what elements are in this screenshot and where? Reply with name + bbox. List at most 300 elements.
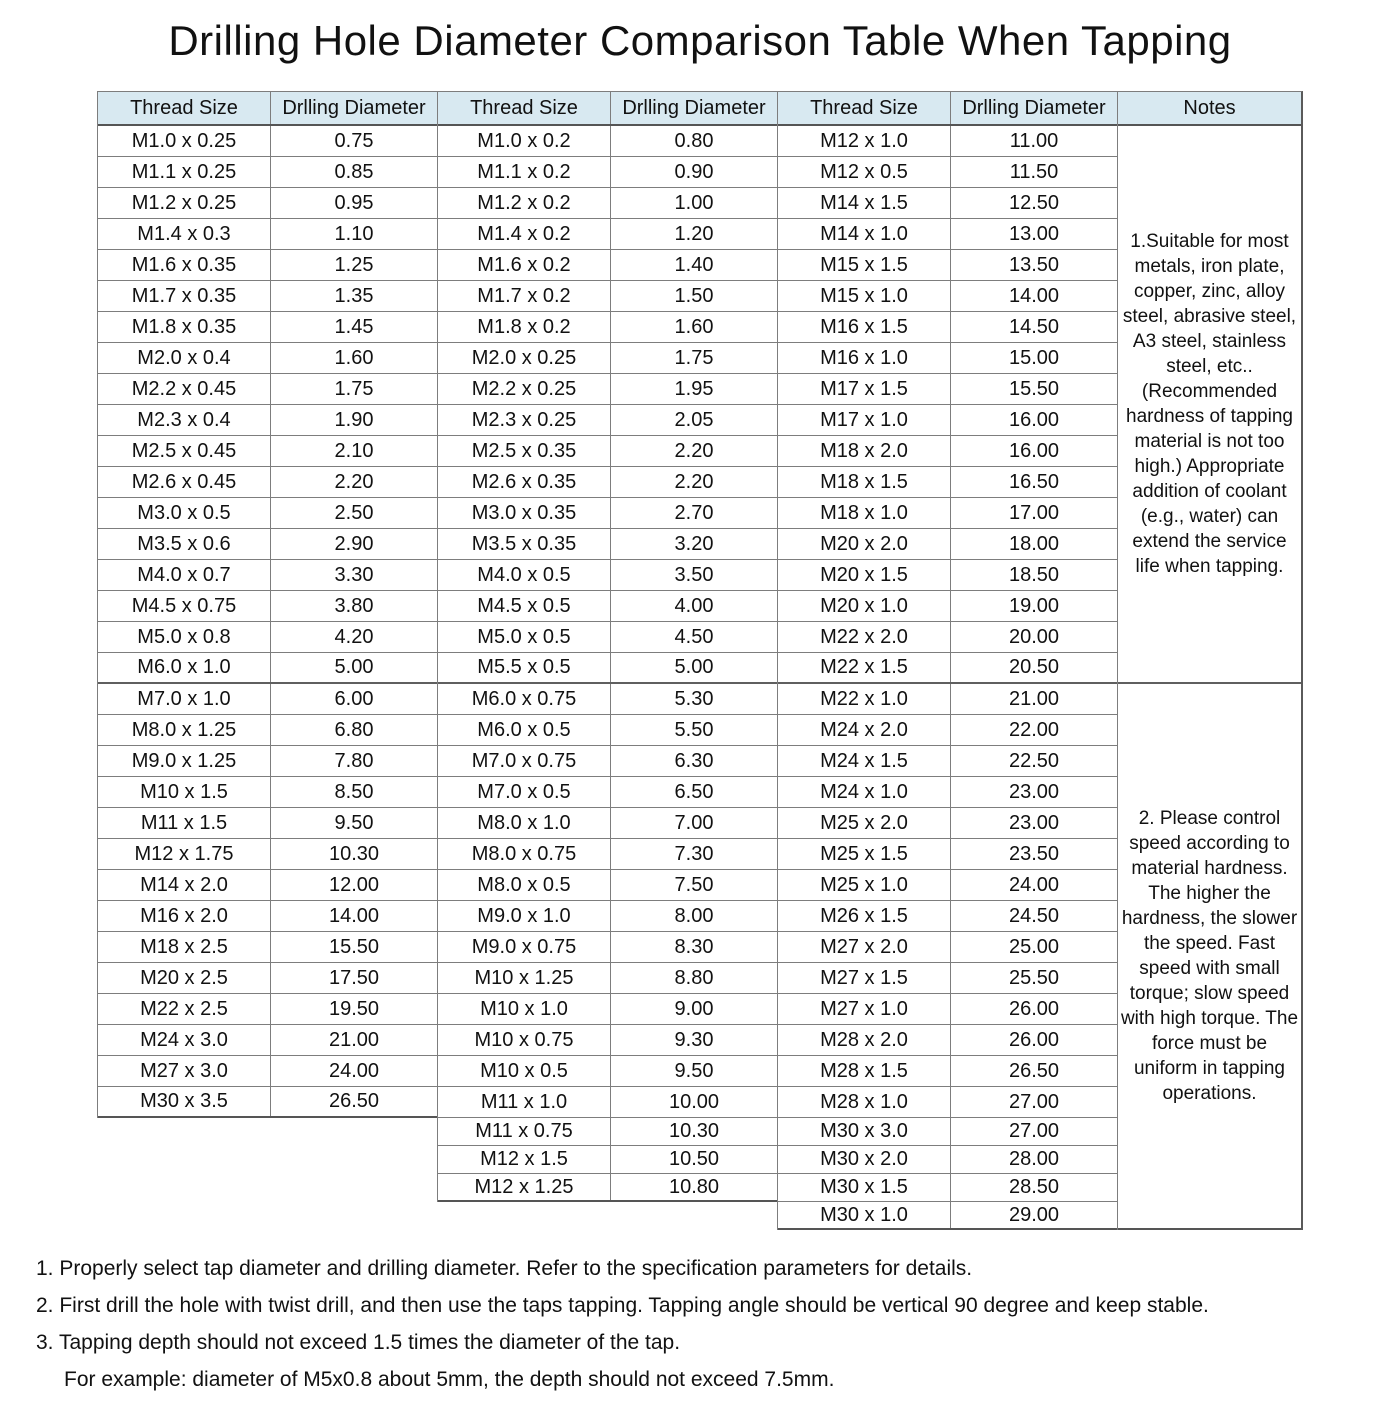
thread-size-cell: M8.0 x 0.75 (438, 839, 611, 869)
header-row (1118, 92, 1301, 126)
drilling-diameter-cell: 15.50 (1008, 377, 1060, 400)
thread-size-cell: M10 x 1.5 (98, 777, 271, 807)
drilling-diameter-cell: 10.30 (328, 842, 380, 865)
drilling-diameter-cell: 2.50 (334, 501, 374, 524)
thread-size-cell: M17 x 1.0 (778, 405, 951, 435)
thread-size-cell: M20 x 1.5 (778, 560, 951, 590)
thread-size-cell: M3.0 x 0.5 (98, 498, 271, 528)
drilling-diameter-cell: 14.00 (1008, 284, 1060, 307)
drilling-diameter-cell: 3.50 (674, 563, 714, 586)
table-row (778, 1202, 1117, 1230)
thread-size-cell: M24 x 3.0 (98, 1025, 271, 1055)
table-row (98, 1025, 437, 1056)
thread-size-cell: M1.0 x 0.25 (98, 126, 271, 156)
table-row (778, 1146, 1117, 1174)
thread-size-cell: M7.0 x 1.0 (98, 684, 271, 714)
table-row (778, 653, 1117, 684)
table-row (778, 1118, 1117, 1146)
thread-size-cell: M28 x 1.0 (778, 1087, 951, 1117)
thread-size-cell: M14 x 1.5 (778, 188, 951, 218)
drilling-diameter-cell: 29.00 (1008, 1203, 1060, 1226)
drilling-diameter-cell: 27.00 (1008, 1090, 1060, 1113)
note-cell-1: 1.Suitable for most metals, iron plate, copper, zinc, alloy steel, abrasive steel, A3 steel, stainless steel, etc..(Recommended hardness of tapping material is not too high.) Appropriate addition of coolant (e.g., water) can extend the service life when tapping. (1118, 126, 1301, 684)
drilling-diameter-cell: 0.75 (334, 129, 374, 152)
table-row (438, 870, 777, 901)
table-row (438, 188, 777, 219)
thread-size-cell: M18 x 1.0 (778, 498, 951, 528)
thread-size-cell: M1.4 x 0.2 (438, 219, 611, 249)
table-row (778, 405, 1117, 436)
thread-size-cell: M30 x 1.0 (778, 1202, 951, 1228)
drilling-diameter-cell: 3.80 (334, 594, 374, 617)
table-row (778, 1174, 1117, 1202)
thread-size-cell: M14 x 2.0 (98, 870, 271, 900)
col-header-thread-size: Thread Size (438, 92, 611, 124)
thread-size-cell: M22 x 2.0 (778, 622, 951, 652)
thread-size-cell: M4.0 x 0.5 (438, 560, 611, 590)
drilling-diameter-cell: 15.00 (1008, 346, 1060, 369)
drilling-diameter-cell: 24.00 (328, 1059, 380, 1082)
thread-size-cell: M24 x 2.0 (778, 715, 951, 745)
table-row (778, 219, 1117, 250)
drilling-diameter-cell: 1.35 (334, 284, 374, 307)
thread-size-cell: M6.0 x 0.5 (438, 715, 611, 745)
thread-size-cell: M15 x 1.0 (778, 281, 951, 311)
drilling-diameter-cell: 10.80 (668, 1175, 720, 1198)
drilling-diameter-cell: 26.00 (1008, 997, 1060, 1020)
drilling-diameter-cell: 9.50 (674, 1059, 714, 1082)
thread-size-cell: M12 x 1.0 (778, 126, 951, 156)
table-row (98, 1087, 437, 1118)
drilling-diameter-cell: 24.00 (1008, 873, 1060, 896)
table-row (438, 932, 777, 963)
thread-size-cell: M24 x 1.0 (778, 777, 951, 807)
thread-size-cell: M25 x 1.0 (778, 870, 951, 900)
drilling-diameter-cell: 5.00 (674, 656, 714, 678)
drilling-diameter-cell: 4.00 (674, 594, 714, 617)
thread-size-cell: M12 x 0.5 (778, 157, 951, 187)
table-row (438, 343, 777, 374)
table-row (778, 560, 1117, 591)
table-row (438, 498, 777, 529)
table-row (98, 157, 437, 188)
table-row (778, 188, 1117, 219)
table-row (438, 281, 777, 312)
table-row (438, 653, 777, 684)
table-row (438, 1146, 777, 1174)
drilling-diameter-cell: 20.00 (1008, 625, 1060, 648)
table-row (438, 1056, 777, 1087)
drilling-diameter-cell: 7.50 (674, 873, 714, 896)
table-row (778, 467, 1117, 498)
table-row (98, 808, 437, 839)
drilling-diameter-cell: 18.00 (1008, 532, 1060, 555)
footer-note-3-example: For example: diameter of M5x0.8 about 5mm, the depth should not exceed 7.5mm. (64, 1368, 835, 1391)
thread-size-cell: M11 x 0.75 (438, 1118, 611, 1145)
table-row (438, 901, 777, 932)
drilling-diameter-cell: 1.40 (674, 253, 714, 276)
thread-size-cell: M2.0 x 0.4 (98, 343, 271, 373)
drilling-diameter-cell: 23.00 (1008, 780, 1060, 803)
drilling-diameter-cell: 26.50 (328, 1090, 380, 1112)
thread-size-cell: M2.2 x 0.45 (98, 374, 271, 404)
drilling-diameter-cell: 25.00 (1008, 935, 1060, 958)
table-row (778, 436, 1117, 467)
drilling-diameter-cell: 1.50 (674, 284, 714, 307)
table-row (438, 963, 777, 994)
table-row (438, 777, 777, 808)
thread-size-cell: M7.0 x 0.75 (438, 746, 611, 776)
table-row (438, 250, 777, 281)
table-row (438, 436, 777, 467)
thread-size-cell: M26 x 1.5 (778, 901, 951, 931)
drilling-diameter-cell: 9.30 (674, 1028, 714, 1051)
table-row (98, 932, 437, 963)
drilling-diameter-cell: 5.30 (674, 687, 714, 710)
table-row (438, 1087, 777, 1118)
drilling-diameter-cell: 26.00 (1008, 1028, 1060, 1051)
drilling-diameter-cell: 19.50 (328, 997, 380, 1020)
thread-size-cell: M3.5 x 0.6 (98, 529, 271, 559)
table-row (98, 622, 437, 653)
table-row (438, 808, 777, 839)
table-row (778, 126, 1117, 157)
table-row (98, 312, 437, 343)
drilling-diameter-cell: 4.20 (334, 625, 374, 648)
note-cell-2: 2. Please control speed according to material hardness. The higher the hardness, the slower the speed. Fast speed with small torque; slow speed with high torque. The force must be uniform in tapping operations. (1118, 684, 1301, 1230)
col-header-drilling-diameter: Drlling Diameter (271, 92, 437, 124)
drilling-diameter-cell: 9.00 (674, 997, 714, 1020)
thread-size-cell: M18 x 2.0 (778, 436, 951, 466)
thread-size-cell: M18 x 2.5 (98, 932, 271, 962)
drilling-diameter-cell: 1.60 (674, 315, 714, 338)
drilling-diameter-cell: 2.20 (674, 470, 714, 493)
table-row (98, 715, 437, 746)
table-row (98, 870, 437, 901)
table-row (98, 281, 437, 312)
table-row (98, 684, 437, 715)
thread-size-cell: M27 x 2.0 (778, 932, 951, 962)
drilling-diameter-cell: 1.75 (674, 346, 714, 369)
drilling-diameter-cell: 1.00 (674, 191, 714, 214)
thread-size-cell: M16 x 1.0 (778, 343, 951, 373)
thread-size-cell: M8.0 x 0.5 (438, 870, 611, 900)
drilling-diameter-cell: 1.20 (674, 222, 714, 245)
table-row (438, 746, 777, 777)
thread-size-cell: M9.0 x 0.75 (438, 932, 611, 962)
drilling-diameter-cell: 7.30 (674, 842, 714, 865)
table-row (438, 715, 777, 746)
drilling-diameter-cell: 25.50 (1008, 966, 1060, 989)
thread-size-cell: M9.0 x 1.25 (98, 746, 271, 776)
thread-size-cell: M11 x 1.0 (438, 1087, 611, 1117)
thread-size-cell: M4.0 x 0.7 (98, 560, 271, 590)
footer-note-3: 3. Tapping depth should not exceed 1.5 times the diameter of the tap. (36, 1331, 681, 1354)
table-row (98, 529, 437, 560)
table-row (438, 467, 777, 498)
drilling-diameter-cell: 10.30 (668, 1120, 720, 1142)
drilling-diameter-cell: 19.00 (1008, 594, 1060, 617)
thread-size-cell: M16 x 1.5 (778, 312, 951, 342)
table-row (98, 653, 437, 684)
drilling-diameter-cell: 24.50 (1008, 904, 1060, 927)
drilling-diameter-cell: 6.50 (674, 780, 714, 803)
table-row (778, 250, 1117, 281)
table-row (98, 901, 437, 932)
thread-size-cell: M28 x 1.5 (778, 1056, 951, 1086)
drilling-diameter-cell: 21.00 (328, 1028, 380, 1051)
table-row (778, 591, 1117, 622)
drilling-diameter-cell: 0.85 (334, 160, 374, 183)
drilling-diameter-cell: 0.90 (674, 160, 714, 183)
thread-size-cell: M27 x 3.0 (98, 1056, 271, 1086)
table-row (98, 777, 437, 808)
thread-size-cell: M22 x 1.5 (778, 653, 951, 682)
thread-size-cell: M1.8 x 0.2 (438, 312, 611, 342)
table-row (778, 963, 1117, 994)
drilling-diameter-cell: 20.50 (1008, 656, 1060, 678)
table-row (778, 374, 1117, 405)
footer-notes (36, 1250, 1400, 1398)
drilling-diameter-cell: 2.20 (334, 470, 374, 493)
drilling-diameter-cell: 6.80 (334, 718, 374, 741)
drilling-diameter-cell: 8.50 (334, 780, 374, 803)
thread-size-cell: M1.2 x 0.25 (98, 188, 271, 218)
drilling-diameter-cell: 23.50 (1008, 842, 1060, 865)
column-pair-2 (437, 91, 777, 1202)
drilling-diameter-cell: 5.00 (334, 656, 374, 678)
drilling-diameter-cell: 23.00 (1008, 811, 1060, 834)
drilling-diameter-cell: 3.20 (674, 532, 714, 555)
table-row (438, 560, 777, 591)
page-title: Drilling Hole Diameter Comparison Table When Tapping (168, 17, 1232, 64)
thread-size-cell: M8.0 x 1.25 (98, 715, 271, 745)
table-row (778, 684, 1117, 715)
drilling-diameter-cell: 7.80 (334, 749, 374, 772)
table-row (98, 839, 437, 870)
column-pair-1 (97, 91, 437, 1118)
drilling-diameter-cell: 12.50 (1008, 191, 1060, 214)
table-row (98, 560, 437, 591)
col-header-thread-size: Thread Size (778, 92, 951, 124)
thread-size-cell: M3.0 x 0.35 (438, 498, 611, 528)
thread-size-cell: M8.0 x 1.0 (438, 808, 611, 838)
table-row (438, 1025, 777, 1056)
thread-size-cell: M22 x 2.5 (98, 994, 271, 1024)
drilling-diameter-cell: 15.50 (328, 935, 380, 958)
thread-size-cell: M10 x 1.0 (438, 994, 611, 1024)
table-row (778, 1025, 1117, 1056)
thread-size-cell: M20 x 1.0 (778, 591, 951, 621)
table-row (778, 1087, 1117, 1118)
thread-size-cell: M15 x 1.5 (778, 250, 951, 280)
thread-size-cell: M12 x 1.5 (438, 1146, 611, 1173)
thread-size-cell: M2.2 x 0.25 (438, 374, 611, 404)
table-row (98, 188, 437, 219)
drilling-diameter-cell: 22.00 (1008, 718, 1060, 741)
table-row (438, 157, 777, 188)
thread-size-cell: M11 x 1.5 (98, 808, 271, 838)
table-row (98, 343, 437, 374)
drilling-diameter-cell: 13.00 (1008, 222, 1060, 245)
drilling-diameter-cell: 2.20 (674, 439, 714, 462)
table-row (778, 777, 1117, 808)
drilling-diameter-cell: 0.80 (674, 129, 714, 152)
footer-note-1: 1. Properly select tap diameter and drilling diameter. Refer to the specification parameters for details. (36, 1257, 973, 1280)
thread-size-cell: M6.0 x 1.0 (98, 653, 271, 682)
col-header-thread-size: Thread Size (98, 92, 271, 124)
thread-size-cell: M2.0 x 0.25 (438, 343, 611, 373)
drilling-diameter-cell: 28.50 (1008, 1176, 1060, 1198)
drilling-diameter-cell: 3.30 (334, 563, 374, 586)
table-row (778, 1056, 1117, 1087)
table-row (98, 498, 437, 529)
drilling-diameter-cell: 0.95 (334, 191, 374, 214)
header-row (778, 92, 1117, 126)
drilling-diameter-cell: 7.00 (674, 811, 714, 834)
thread-size-cell: M28 x 2.0 (778, 1025, 951, 1055)
drilling-diameter-cell: 13.50 (1008, 253, 1060, 276)
drilling-diameter-cell: 8.30 (674, 935, 714, 958)
table-row (778, 529, 1117, 560)
table-row (778, 808, 1117, 839)
drilling-diameter-cell: 11.50 (1009, 160, 1059, 183)
drilling-diameter-cell: 2.10 (334, 439, 374, 462)
table-row (778, 343, 1117, 374)
drilling-diameter-cell: 1.45 (334, 315, 374, 338)
table-row (778, 746, 1117, 777)
drilling-diameter-cell: 12.00 (328, 873, 380, 896)
footer-note-2: 2. First drill the hole with twist drill, and then use the taps tapping. Tapping angle should be vertical 90 degree and keep stable. (36, 1294, 1209, 1317)
thread-size-cell: M25 x 1.5 (778, 839, 951, 869)
drilling-diameter-cell: 5.50 (674, 718, 714, 741)
drilling-diameter-cell: 16.00 (1008, 439, 1060, 462)
drilling-diameter-cell: 2.90 (334, 532, 374, 555)
table-row (98, 1056, 437, 1087)
thread-size-cell: M2.3 x 0.25 (438, 405, 611, 435)
table-row (438, 405, 777, 436)
table-row (98, 963, 437, 994)
thread-size-cell: M27 x 1.5 (778, 963, 951, 993)
table-row (778, 281, 1117, 312)
header-row (438, 92, 777, 126)
drilling-diameter-cell: 1.10 (334, 222, 374, 245)
drilling-diameter-cell: 2.70 (674, 501, 714, 524)
thread-size-cell: M14 x 1.0 (778, 219, 951, 249)
drilling-diameter-cell: 27.00 (1008, 1120, 1060, 1142)
table-row (438, 994, 777, 1025)
drilling-table (97, 91, 1400, 1230)
table-row (778, 715, 1117, 746)
drilling-diameter-cell: 26.50 (1008, 1059, 1060, 1082)
drilling-diameter-cell: 1.75 (334, 377, 374, 400)
table-row (438, 219, 777, 250)
thread-size-cell: M12 x 1.25 (438, 1174, 611, 1200)
thread-size-cell: M30 x 2.0 (778, 1146, 951, 1173)
drilling-diameter-cell: 1.25 (334, 253, 374, 276)
drilling-diameter-cell: 4.50 (674, 625, 714, 648)
thread-size-cell: M4.5 x 0.5 (438, 591, 611, 621)
col-header-drilling-diameter: Drlling Diameter (611, 92, 777, 124)
thread-size-cell: M10 x 1.25 (438, 963, 611, 993)
drilling-diameter-cell: 28.00 (1008, 1148, 1060, 1170)
table-row (778, 622, 1117, 653)
thread-size-cell: M5.0 x 0.5 (438, 622, 611, 652)
drilling-diameter-cell: 1.95 (674, 377, 714, 400)
thread-size-cell: M4.5 x 0.75 (98, 591, 271, 621)
header-row (98, 92, 437, 126)
thread-size-cell: M12 x 1.75 (98, 839, 271, 869)
table-row (438, 126, 777, 157)
thread-size-cell: M1.2 x 0.2 (438, 188, 611, 218)
drilling-diameter-cell: 6.30 (674, 749, 714, 772)
table-row (438, 1174, 777, 1202)
drilling-diameter-cell: 10.50 (668, 1148, 720, 1170)
thread-size-cell: M27 x 1.0 (778, 994, 951, 1024)
thread-size-cell: M20 x 2.5 (98, 963, 271, 993)
thread-size-cell: M9.0 x 1.0 (438, 901, 611, 931)
drilling-diameter-cell: 8.80 (674, 966, 714, 989)
drilling-diameter-cell: 22.50 (1008, 749, 1060, 772)
thread-size-cell: M5.0 x 0.8 (98, 622, 271, 652)
table-row (778, 157, 1117, 188)
thread-size-cell: M1.0 x 0.2 (438, 126, 611, 156)
thread-size-cell: M1.6 x 0.2 (438, 250, 611, 280)
thread-size-cell: M3.5 x 0.35 (438, 529, 611, 559)
drilling-diameter-cell: 14.00 (328, 904, 380, 927)
thread-size-cell: M2.5 x 0.35 (438, 436, 611, 466)
table-row (98, 746, 437, 777)
thread-size-cell: M1.1 x 0.2 (438, 157, 611, 187)
table-row (98, 405, 437, 436)
thread-size-cell: M30 x 3.5 (98, 1087, 271, 1116)
drilling-diameter-cell: 18.50 (1008, 563, 1060, 586)
drilling-diameter-cell: 2.05 (674, 408, 714, 431)
thread-size-cell: M10 x 0.75 (438, 1025, 611, 1055)
table-row (98, 591, 437, 622)
table-row (98, 219, 437, 250)
thread-size-cell: M2.6 x 0.35 (438, 467, 611, 497)
table-row (778, 994, 1117, 1025)
thread-size-cell: M25 x 2.0 (778, 808, 951, 838)
table-row (98, 374, 437, 405)
table-row (98, 250, 437, 281)
table-row (98, 467, 437, 498)
thread-size-cell: M16 x 2.0 (98, 901, 271, 931)
drilling-diameter-cell: 16.50 (1008, 470, 1060, 493)
thread-size-cell: M5.5 x 0.5 (438, 653, 611, 682)
notes-column (1117, 91, 1303, 1230)
col-header-drilling-diameter: Drlling Diameter (951, 92, 1117, 124)
table-row (778, 312, 1117, 343)
table-row (778, 932, 1117, 963)
thread-size-cell: M22 x 1.0 (778, 684, 951, 714)
drilling-diameter-cell: 10.00 (668, 1090, 720, 1113)
thread-size-cell: M1.6 x 0.35 (98, 250, 271, 280)
drilling-diameter-cell: 8.00 (674, 904, 714, 927)
drilling-diameter-cell: 17.50 (328, 966, 380, 989)
thread-size-cell: M20 x 2.0 (778, 529, 951, 559)
thread-size-cell: M1.7 x 0.35 (98, 281, 271, 311)
page (0, 16, 1400, 1398)
thread-size-cell: M2.3 x 0.4 (98, 405, 271, 435)
col-header-notes: Notes (1118, 92, 1301, 124)
thread-size-cell: M1.7 x 0.2 (438, 281, 611, 311)
table-row (438, 529, 777, 560)
thread-size-cell: M1.4 x 0.3 (98, 219, 271, 249)
thread-size-cell: M30 x 1.5 (778, 1174, 951, 1201)
table-row (98, 126, 437, 157)
